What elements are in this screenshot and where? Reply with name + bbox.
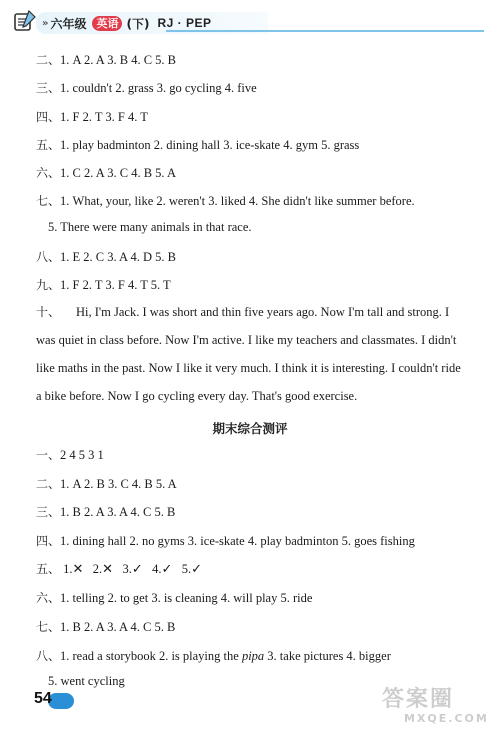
item-number: 二、 [36,53,61,67]
answer-line [48,674,125,689]
header-volume: (下) [126,16,150,31]
answer-line [36,589,312,606]
item-number: 五、 [36,562,61,576]
answer-line [36,51,176,68]
watermark-text: 答案圈 [382,687,455,712]
cross-icon: ✕ [72,562,84,577]
answer-text: 1. C 2. A 3. C 4. B 5. A [60,166,177,180]
essay-paragraph [36,298,466,410]
mark-label: 4. [152,562,162,576]
answer-text: 1. F 2. T 3. F 4. T 5. T [60,278,171,292]
item-number: 七、 [36,194,61,208]
item-number: 二、 [36,477,61,491]
answer-text: 1. read a storybook 2. is playing the [60,649,242,663]
page-number-text: 54 [34,690,52,707]
answer-line [36,108,148,125]
header-subject: 英语 [92,16,122,31]
essay-text: Hi, I'm Jack. I was short and thin five years ago. Now I'm tall and strong. I was quiet in class before. Now I'm active. I like my teachers and classmates. I didn't like maths in the past. Now I like it very much. I think it is interesting. I couldn't ride a bike before. Now I go cycling every day. That's good exercise. [36,305,461,403]
check-icon: ✓ [191,562,203,577]
answer-line [36,192,415,209]
answer-line [36,446,104,463]
answer-line [48,220,252,235]
item-number: 九、 [36,278,61,292]
answer-line-marks [36,560,202,577]
page-number [34,690,72,712]
answer-text: 3. take pictures 4. bigger [264,649,391,663]
answer-line [36,532,415,549]
item-number: 十、 [36,305,61,319]
mark-label: 1. [63,562,73,576]
item-number: 三、 [36,81,61,95]
answer-line [36,164,176,181]
check-icon: ✓ [131,562,143,577]
answer-text: 1. E 2. C 3. A 4. D 5. B [60,250,177,264]
item-number: 六、 [36,166,61,180]
answer-text: 1. B 2. A 3. A 4. C 5. B [60,620,176,634]
answer-text: 1. A 2. A 3. B 4. C 5. B [60,53,177,67]
answer-text: 5. went cycling [48,674,125,688]
mark-label: 5. [181,562,192,576]
item-number: 八、 [36,250,61,264]
answer-line [36,647,391,664]
answer-text: 1. play badminton 2. dining hall 3. ice-skate 4. gym 5. grass [60,138,360,152]
section-title: 期末综合测评 [212,421,288,436]
answer-line [36,136,359,153]
item-number: 四、 [36,110,61,124]
answer-text: 5. There were many animals in that race. [48,220,252,234]
answer-line [36,503,175,520]
header-rule [166,30,484,32]
page-header [6,8,494,38]
item-number: 三、 [36,505,61,519]
answer-line [36,276,171,293]
answer-line [36,248,176,265]
book-pen-icon [12,8,38,34]
answer-line [36,618,175,635]
answer-text: 1. What, your, like 2. weren't 3. liked 4. She didn't like summer before. [60,194,415,208]
watermark-url: MXQE.COM [404,712,489,725]
watermark-logo [382,688,494,734]
item-number: 六、 [36,591,61,605]
answer-italic: pipa [241,649,265,663]
answer-text: 1. couldn't 2. grass 3. go cycling 4. five [60,81,257,95]
item-number: 七、 [36,620,61,634]
mark-label: 2. [92,562,103,576]
item-number: 五、 [36,138,61,152]
answer-text: 1. dining hall 2. no gyms 3. ice-skate 4. play badminton 5. goes fishing [60,534,415,548]
item-number: 四、 [36,534,61,548]
check-icon: ✓ [161,562,173,577]
item-number: 八、 [36,649,61,663]
answer-text: 2 4 5 3 1 [60,448,104,462]
answer-text: 1. A 2. B 3. C 4. B 5. A [60,477,177,491]
answer-line [36,79,257,96]
answer-text: 1. telling 2. to get 3. is cleaning 4. will play 5. ride [60,591,313,605]
header-grade: 六年级 [50,16,87,31]
item-number: 一、 [36,448,61,462]
answer-line [36,475,177,492]
mark-label: 3. [122,562,132,576]
answer-text: 1. F 2. T 3. F 4. T [60,110,148,124]
header-edition: RJ · PEP [157,16,212,30]
cross-icon: ✕ [102,562,114,577]
answer-text: 1. B 2. A 3. A 4. C 5. B [60,505,176,519]
header-chevron-icon: » [42,17,49,29]
